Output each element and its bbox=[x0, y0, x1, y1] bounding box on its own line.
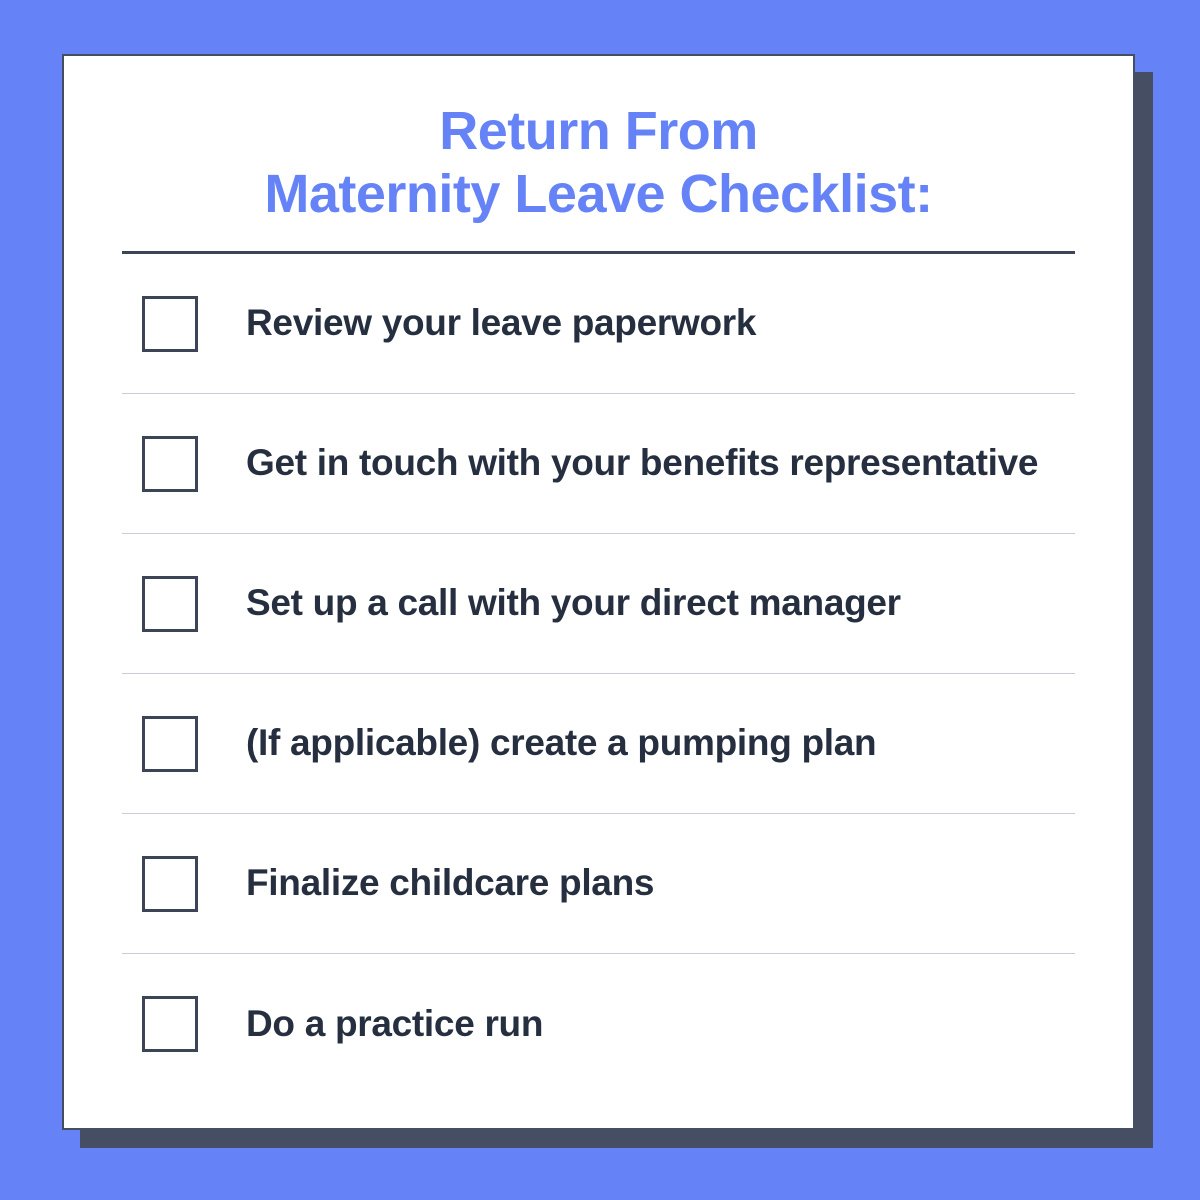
list-item[interactable] bbox=[122, 254, 1075, 394]
checkbox-icon[interactable] bbox=[142, 436, 198, 492]
list-item-label: Get in touch with your benefits representative bbox=[246, 442, 1039, 484]
list-item[interactable] bbox=[122, 394, 1075, 534]
list-item[interactable] bbox=[122, 534, 1075, 674]
list-item-label: (If applicable) create a pumping plan bbox=[246, 722, 877, 764]
checkbox-icon[interactable] bbox=[142, 296, 198, 352]
checkbox-icon[interactable] bbox=[142, 576, 198, 632]
title-line-2: Maternity Leave Checklist: bbox=[264, 163, 933, 224]
list-item[interactable] bbox=[122, 814, 1075, 954]
list-item[interactable] bbox=[122, 954, 1075, 1094]
list-item-label: Set up a call with your direct manager bbox=[246, 582, 901, 624]
list-item-label: Review your leave paperwork bbox=[246, 302, 757, 344]
list-item[interactable] bbox=[122, 674, 1075, 814]
checklist bbox=[122, 254, 1075, 1128]
title-line-1: Return From bbox=[439, 101, 758, 161]
list-item-label: Finalize childcare plans bbox=[246, 862, 655, 904]
checkbox-icon[interactable] bbox=[142, 996, 198, 1052]
checkbox-icon[interactable] bbox=[142, 856, 198, 912]
page-title bbox=[100, 100, 1097, 225]
checkbox-icon[interactable] bbox=[142, 716, 198, 772]
list-item-label: Do a practice run bbox=[246, 1002, 544, 1044]
checklist-card bbox=[62, 54, 1135, 1130]
